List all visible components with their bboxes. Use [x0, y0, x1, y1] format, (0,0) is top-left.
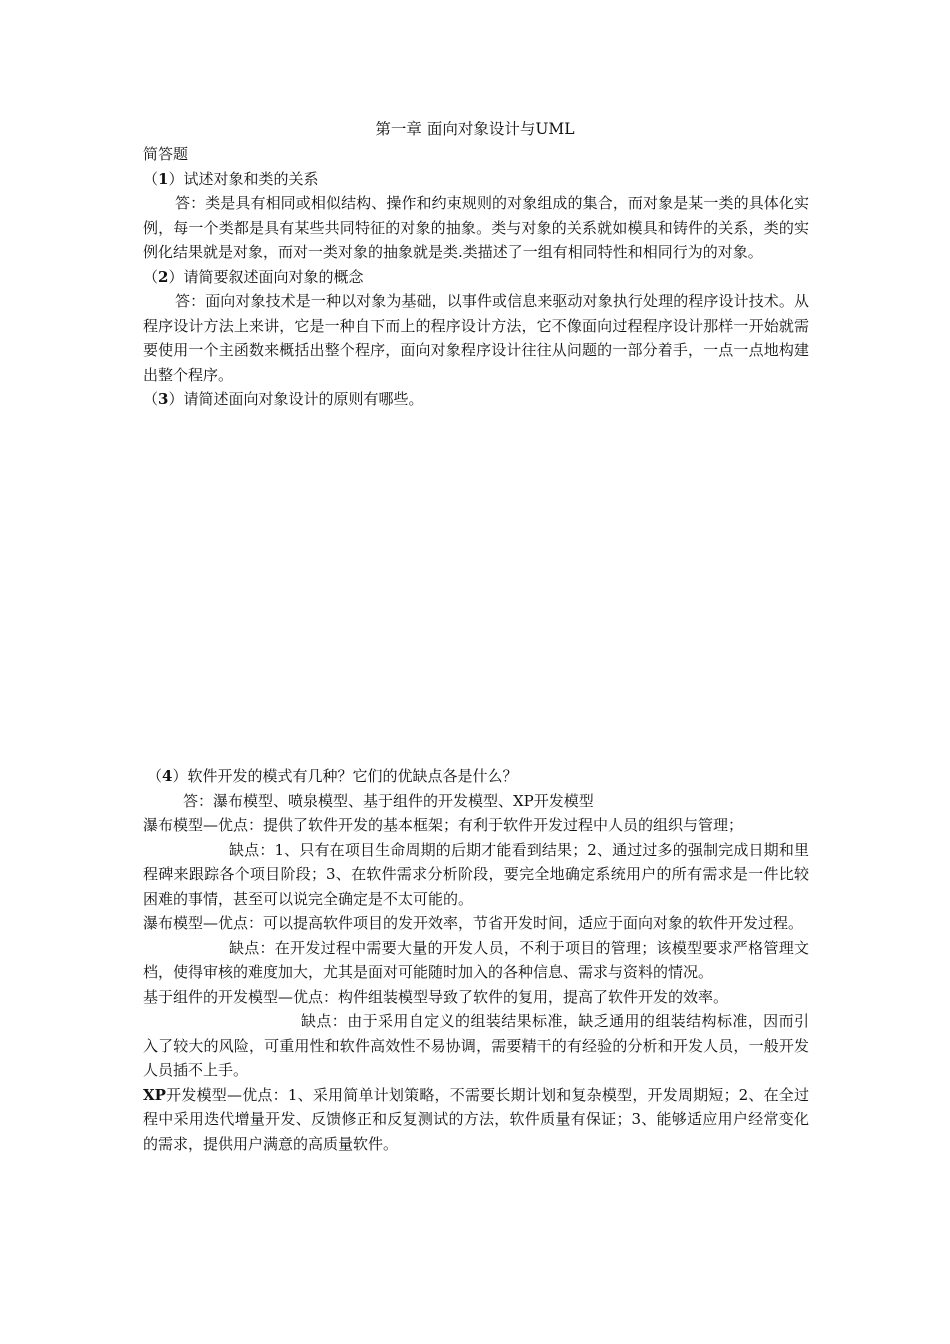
question-1: （1）试述对象和类的关系	[143, 169, 319, 188]
question-4: （4）软件开发的模式有几种？它们的优缺点各是什么？	[147, 767, 518, 785]
question-1-text: 试述对象和类的关系	[183, 169, 319, 188]
waterfall-pros: 瀑布模型—优点：提供了软件开发的基本框架；有利于软件开发过程中人员的组织与管理；	[143, 816, 744, 834]
chapter-title: 第一章 面向对象设计与UML	[375, 120, 575, 138]
section-label: 简答题	[143, 145, 189, 163]
answer-4-intro: 答：瀑布模型、喷泉模型、基于组件的开发模型、XP开发模型	[183, 791, 594, 810]
question-1-number: 1	[158, 169, 169, 188]
question-3-text: 请简述面向对象设计的原则有哪些。	[183, 390, 424, 408]
question-4-text: 软件开发的模式有几种？它们的优缺点各是什么？	[187, 767, 518, 785]
section-block-1	[143, 142, 809, 412]
component-cons: 缺点：由于采用自定义的组装结果标准，缺乏通用的组装结构标准，因而引入了较大的风险，可重用性和软件高效性不易协调，需要精干的有经验的分析和开发人员，一般开发人员插不上手。	[143, 1012, 809, 1079]
question-2-text: 请简要叙述面向对象的概念	[183, 267, 364, 286]
section-block-2	[143, 764, 809, 1156]
question-2: （2）请简要叙述面向对象的概念	[143, 267, 364, 286]
question-4-number: 4	[162, 767, 173, 785]
question-3: （3）请简述面向对象设计的原则有哪些。	[143, 390, 424, 408]
question-3-number: 3	[158, 390, 169, 408]
xp-pros	[143, 1083, 809, 1157]
component-pros: 基于组件的开发模型—优点：构件组装模型导致了软件的复用，提高了软件开发的效率。	[143, 987, 729, 1006]
fountain-cons: 缺点：在开发过程中需要大量的开发人员，不利于项目的管理；该模型要求严格管理文档，使得审核的难度加大，尤其是面对可能随时加入的各种信息、需求与资料的情况。	[143, 938, 809, 981]
question-2-number: 2	[158, 267, 169, 286]
answer-1: 答：类是具有相同或相似结构、操作和约束规则的对象组成的集合，而对象是某一类的具体化实例，每一个类都是具有某些共同特征的对象的抽象。类与对象的关系就如模具和铸件的关系，类的实例化结果就是对象，而对一类对象的抽象就是类.类描述了一组有相同特性和相同行为的对象。	[143, 194, 809, 261]
xp-label: XP	[143, 1085, 166, 1104]
xp-pros-text: 开发模型—优点：1、采用简单计划策略，不需要长期计划和复杂模型，开发周期短；2、在全过程中采用迭代增量开发、反馈修正和反复测试的方法，软件质量有保证；3、能够适应用户经常变化的需求，提供用户满意的高质量软件。	[143, 1085, 809, 1153]
answer-2: 答：面向对象技术是一种以对象为基础，以事件或信息来驱动对象执行处理的程序设计技术。从程序设计方法上来讲，它是一种自下而上的程序设计方法，它不像面向过程程序设计那样一开始就需要使用一个主函数来概括出整个程序，面向对象程序设计往往从问题的一部分着手，一点一点地构建出整个程序。	[143, 292, 809, 384]
waterfall-cons: 缺点：1、只有在项目生命周期的后期才能看到结果；2、通过过多的强制完成日期和里程碑来跟踪各个项目阶段；3、在软件需求分析阶段，要完全地确定系统用户的所有需求是一件比较困难的事情，甚至可以说完全确定是不太可能的。	[143, 840, 809, 908]
fountain-pros: 瀑布模型—优点：可以提高软件项目的发开效率，节省开发时间，适应于面向对象的软件开发过程。	[143, 914, 804, 932]
